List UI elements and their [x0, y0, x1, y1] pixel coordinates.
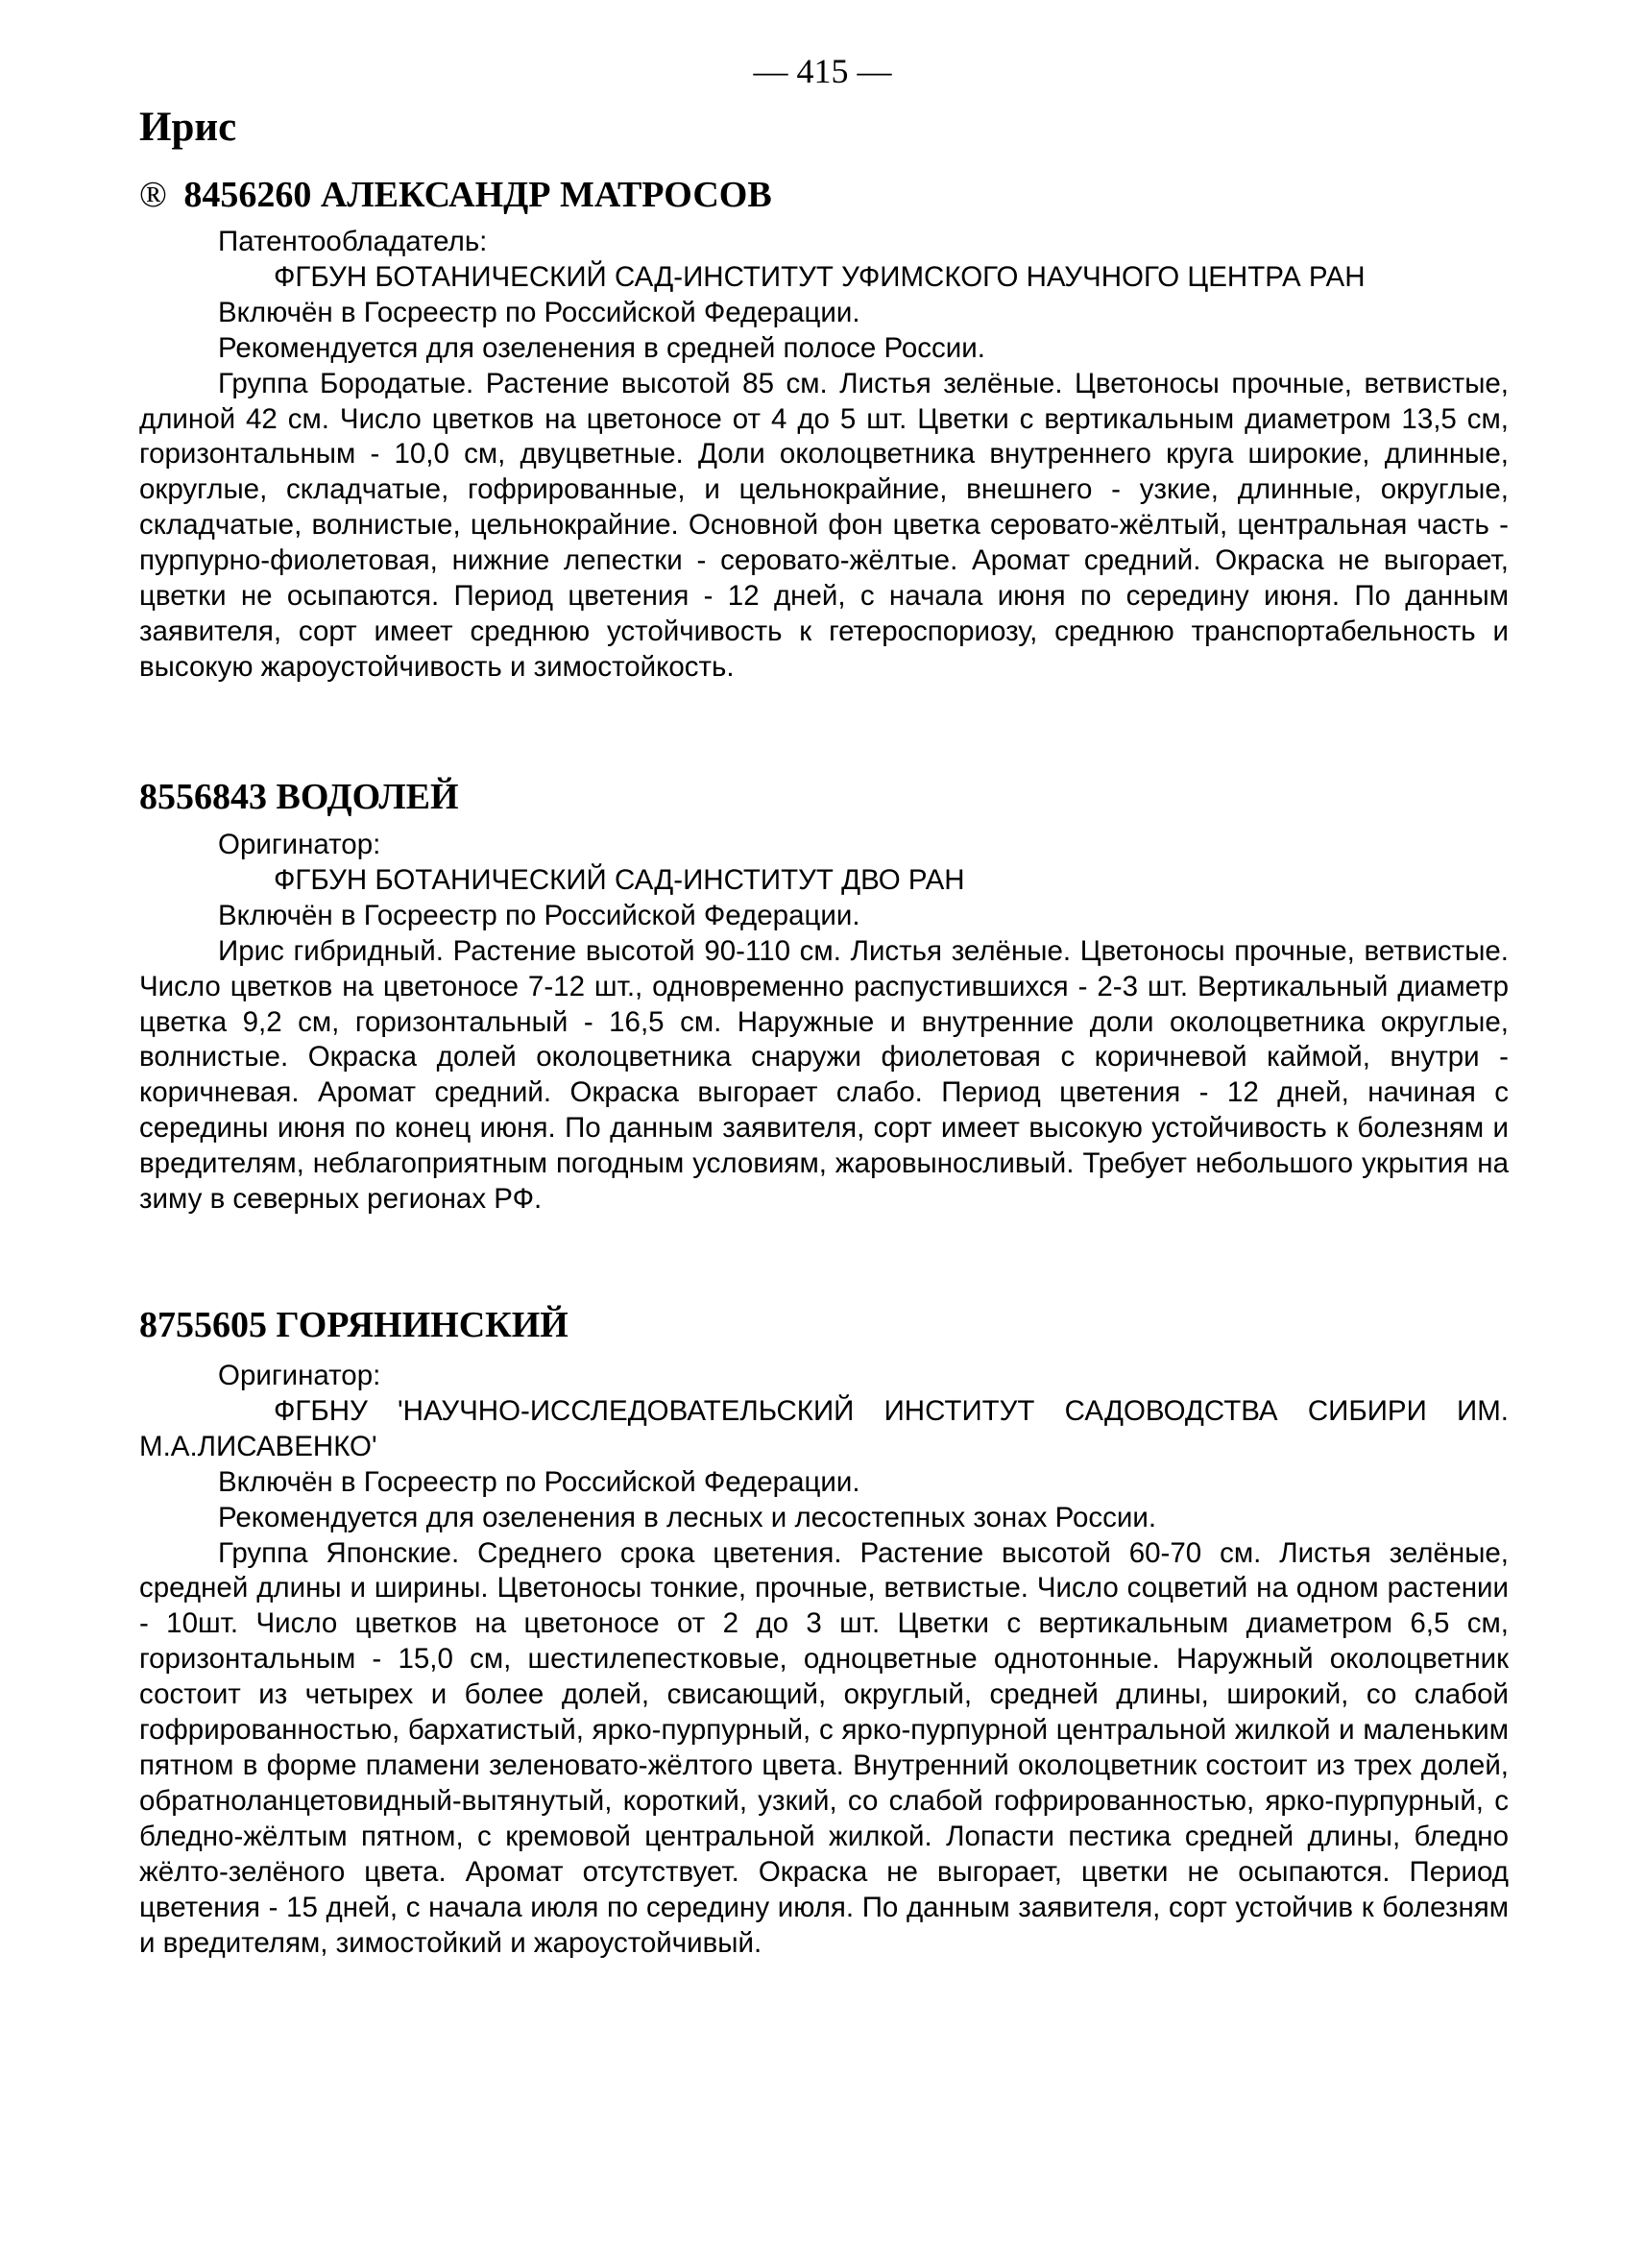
role-label: Патентообладатель:: [218, 226, 488, 257]
recommendation: Рекомендуется для озеленения в средней полосе России.: [218, 331, 985, 364]
entry-title: [139, 1303, 568, 1347]
entry-code: 8556843: [139, 777, 267, 817]
variety-description: Группа Японские. Среднего срока цветения. Растение высотой 60-70 см. Листья зелёные, средней длины и ширины. Цветоносы тонкие, прочные, ветвистые. Число соцветий на одном растении - 10шт. Число цветков на цветоносе от 2 до 3 шт. Цветки с вертикальным диаметром 6,5 см, горизонтальным - 15,0 см, шестилепестковые, одноцветные однотонные. Наружный околоцветник состоит из четырех и более долей, свисающий, округлый, средней длины, широкий, со слабой гофрированностью, бархатистый, ярко-пурпурный, с ярко-пурпурной центральной жилкой и маленьким пятном в форме пламени зеленовато-жёлтого цвета. Внутренний околоцветник состоит из трех долей, обратноланцетовидный-вытянутый, короткий, узкий, со слабой гофрированностью, ярко-пурпурный, с бледно-жёлтым пятном, с кремовой центральной жилкой. Лопасти пестика средней длины, бледно жёлто-зелёного цвета. Аромат отсутствует. Окраска не выгорает, цветки не осыпаются. Период цветения - 15 дней, с начала июля по середину июля. По данным заявителя, сорт устойчив к болезням и вредителям, зимостойкий и жароустойчивый.: [139, 1536, 1509, 1959]
registry-status: Включён в Госреестр по Российской Федерации.: [218, 1465, 860, 1498]
variety-description: Группа Бородатые. Растение высотой 85 см. Листья зелёные. Цветоносы прочные, ветвистые, длиной 42 см. Число цветков на цветоносе от 4 до 5 шт. Цветки с вертикальным диаметром 13,5 см, горизонтальным - 10,0 см, двуцветные. Доли околоцветника внутреннего круга широкие, длинные, округлые, складчатые, гофрированные, и цельнокрайние, внешнего - узкие, длинные, округлые, складчатые, волнистые, цельнокрайние. Основной фон цветка серовато-жёлтый, центральная часть - пурпурно-фиолетовая, нижние лепестки - серовато-жёлтые. Аромат средний. Окраска не выгорает, цветки не осыпаются. Период цветения - 12 дней, с начала июня по середину июня. По данным заявителя, сорт имеет среднюю устойчивость к гетероспориозу, среднюю транспортабельность и высокую жароустойчивость и зимостойкость.: [139, 367, 1509, 683]
entry-body: [139, 828, 1509, 1218]
entry-body: [139, 225, 1509, 686]
entry-code: 8755605: [139, 1305, 267, 1345]
entry-body: [139, 1359, 1509, 1961]
variety-description: Ирис гибридный. Растение высотой 90-110 см. Листья зелёные. Цветоносы прочные, ветвистые. Число цветков на цветоносе 7-12 шт., одновременно распустившихся - 2-3 шт. Вертикальный диаметр цветка 9,2 см, горизонтальный - 16,5 см. Наружные и внутренние доли околоцветника округлые, волнистые. Окраска долей околоцветника снаружи фиолетовая с коричневой каймой, внутри - коричневая. Аромат средний. Окраска выгорает слабо. Период цветения - 12 дней, начиная с середины июня по конец июня. По данным заявителя, сорт имеет высокую устойчивость к болезням и вредителям, неблагоприятным погодным условиям, жаровыносливый. Требует небольшого укрытия на зиму в северных регионах РФ.: [139, 934, 1509, 1216]
registered-mark-icon: ®: [139, 175, 167, 215]
page-number: — 415 —: [753, 52, 892, 90]
entry-code: 8456260: [183, 175, 312, 215]
entry-name: ВОДОЛЕЙ: [276, 777, 459, 817]
entry-name: АЛЕКСАНДР МАТРОСОВ: [320, 175, 772, 215]
holder-name: ФГБНУ 'НАУЧНО-ИССЛЕДОВАТЕЛЬСКИЙ ИНСТИТУТ САДОВОДСТВА СИБИРИ ИМ. М.А.ЛИСАВЕНКО': [139, 1394, 1509, 1462]
holder-name: ФГБУН БОТАНИЧЕСКИЙ САД-ИНСТИТУТ ДВО РАН: [274, 863, 965, 896]
section-title: Ирис: [139, 105, 237, 150]
recommendation: Рекомендуется для озеленения в лесных и лесостепных зонах России.: [218, 1501, 1157, 1533]
role-label: Оригинатор:: [218, 829, 381, 860]
holder-name: ФГБУН БОТАНИЧЕСКИЙ САД-ИНСТИТУТ УФИМСКОГО НАУЧНОГО ЦЕНТРА РАН: [274, 260, 1366, 293]
entry-title: [139, 173, 772, 217]
role-label: Оригинатор:: [218, 1360, 381, 1391]
entry-title: [139, 775, 459, 819]
registry-status: Включён в Госреестр по Российской Федерации.: [218, 296, 860, 328]
registry-status: Включён в Госреестр по Российской Федерации.: [218, 899, 860, 931]
entry-name: ГОРЯНИНСКИЙ: [276, 1305, 568, 1345]
